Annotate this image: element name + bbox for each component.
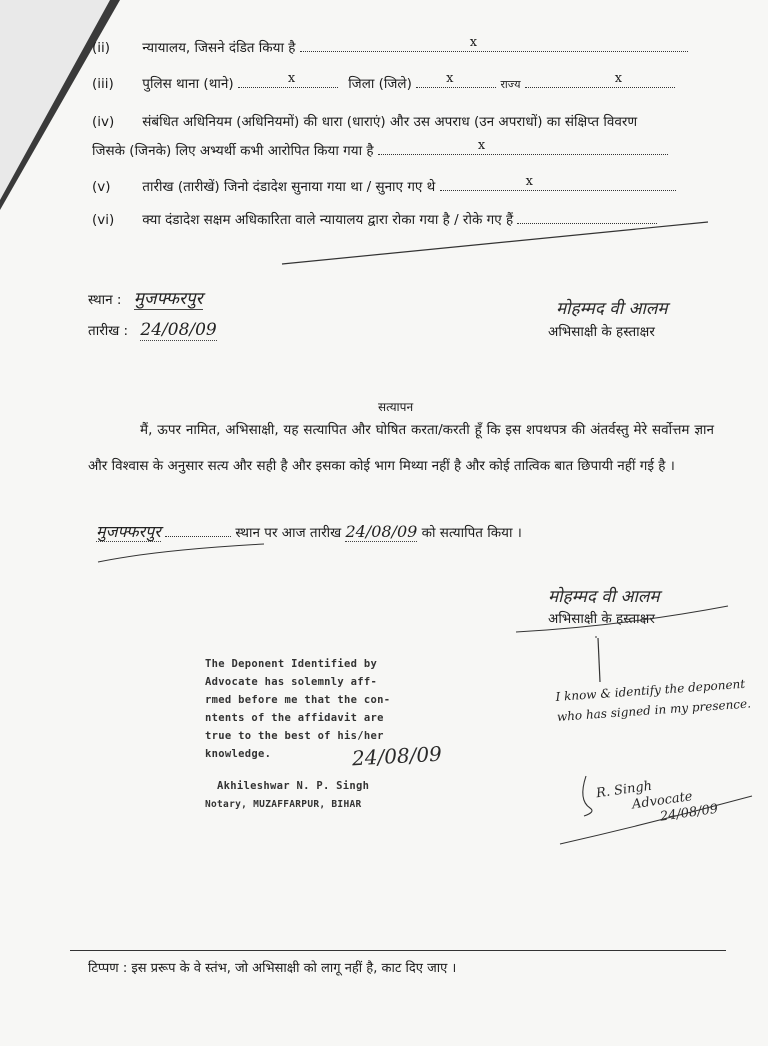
stamp-line: true to the best of his/her bbox=[205, 730, 384, 742]
item-iii bbox=[92, 71, 675, 92]
advocate-note bbox=[555, 673, 757, 727]
item-iv bbox=[92, 112, 637, 130]
verification-text: को सत्यापित किया । bbox=[421, 525, 522, 541]
blank-line bbox=[300, 35, 688, 52]
verification-date: 24/08/09 bbox=[345, 522, 418, 541]
pen-stroke bbox=[594, 636, 604, 686]
strike-mark: x bbox=[614, 71, 623, 86]
stamp-line: rmed before me that the con- bbox=[205, 694, 391, 706]
deponent-signature: मोहम्मद वी आलम bbox=[556, 299, 668, 319]
deponent-signature-2: मोहम्मद वी आलम bbox=[548, 587, 660, 607]
date-value: 24/08/09 bbox=[140, 320, 217, 340]
item-number: (v) bbox=[92, 179, 111, 195]
blank-line bbox=[238, 71, 338, 88]
verification-place: मुजफ्फरपुर bbox=[96, 522, 161, 541]
place-flourish bbox=[96, 540, 266, 570]
footnote: टिप्पण : इस प्ररूप के वे स्तंभ, जो अभिसाक्षी को लागू नहीं है, काट दिए जाए । bbox=[88, 961, 457, 976]
verification-heading: सत्यापन bbox=[378, 400, 414, 414]
item-text: संबंधित अधिनियम (अधिनियमों) की धारा (धाराएं) और उस अपराध (उन अपराधों) का संक्षिप्त विवरण bbox=[142, 114, 638, 130]
stamp-line: ntents of the affidavit are bbox=[205, 712, 384, 724]
strike-mark: x bbox=[287, 71, 296, 86]
item-text: क्या दंडादेश सक्षम अधिकारिता वाले न्यायालय द्वारा रोका गया है / रोके गए हैं bbox=[142, 212, 514, 228]
verification-body: मैं, ऊपर नामित, अभिसाक्षी, यह सत्यापित और घोषित करता/करती हूँ कि इस शपथपत्र की अंतर्वस्तु मेरे सर्वोत्तम ज्ञान और विश्वास के अनुसार सत्य और सही है और इसका कोई भाग मिथ्या नहीं है और कोई तात्विक बात छिपायी नहीं गई है । bbox=[88, 422, 714, 474]
blank-line bbox=[165, 524, 231, 537]
strike-mark: x bbox=[525, 174, 533, 189]
advocate-sign: R. Singh bbox=[595, 778, 653, 802]
notary-stamp bbox=[205, 655, 390, 814]
folded-corner bbox=[0, 0, 110, 200]
signature-label-2: अभिसाक्षी के हस्ताक्षर bbox=[548, 611, 655, 627]
notary-signature-date bbox=[351, 742, 442, 771]
verification-text: स्थान पर आज तारीख bbox=[235, 525, 342, 541]
place-row bbox=[88, 286, 203, 309]
date-row bbox=[88, 320, 217, 340]
notary-date: 24/08/09 bbox=[351, 741, 443, 771]
place-value: मुजफ्फरपुर bbox=[133, 289, 203, 309]
advocate-role: Advocate bbox=[631, 789, 694, 813]
item-ii bbox=[92, 35, 688, 56]
strike-mark: x bbox=[446, 71, 454, 86]
footnote-rule bbox=[70, 950, 726, 951]
item-text: तारीख (तारीखें) जिनो दंडादेश सुनाया गया था / सुनाए गए थे bbox=[142, 179, 436, 195]
item-number: (ii) bbox=[92, 40, 111, 56]
advocate-date: 24/08/09 bbox=[659, 801, 720, 825]
blank-line bbox=[416, 71, 496, 88]
item-text: राज्य bbox=[500, 78, 521, 91]
diagonal-strike-line bbox=[280, 218, 710, 268]
item-number: (iii) bbox=[92, 76, 114, 92]
item-text: पुलिस थाना (थाने) bbox=[142, 76, 234, 92]
item-v bbox=[92, 174, 676, 195]
notary-title: Notary, MUZAFFARPUR, BIHAR bbox=[205, 799, 362, 810]
strike-mark: x bbox=[477, 138, 486, 153]
stamp-line: Advocate has solemnly aff- bbox=[205, 676, 378, 688]
advocate-note-text: I know & identify the deponent who has signed in my presence. bbox=[555, 676, 752, 724]
item-text: जिला (जिले) bbox=[348, 76, 412, 92]
advocate-flourish bbox=[556, 770, 756, 850]
signature-flourish bbox=[512, 602, 732, 638]
item-number: (iv) bbox=[92, 114, 115, 130]
blank-line bbox=[378, 138, 668, 155]
verification-line bbox=[96, 520, 522, 542]
stamp-line: The Deponent Identified by bbox=[205, 658, 378, 670]
stamp-line: knowledge. bbox=[205, 748, 272, 760]
date-label: तारीख : bbox=[88, 323, 129, 339]
item-iv-cont bbox=[92, 138, 668, 159]
notary-name: Akhileshwar N. P. Singh bbox=[217, 780, 370, 792]
item-text: जिसके (जिनके) लिए अभ्यर्थी कभी आरोपित किया गया है bbox=[92, 143, 374, 159]
signature-label: अभिसाक्षी के हस्ताक्षर bbox=[548, 324, 655, 340]
blank-line bbox=[440, 174, 676, 191]
strike-mark: x bbox=[469, 35, 478, 50]
blank-line bbox=[525, 71, 675, 88]
item-number: (vi) bbox=[92, 212, 115, 228]
item-text: न्यायालय, जिसने दंडित किया है bbox=[142, 40, 296, 56]
place-label: स्थान : bbox=[88, 292, 122, 308]
